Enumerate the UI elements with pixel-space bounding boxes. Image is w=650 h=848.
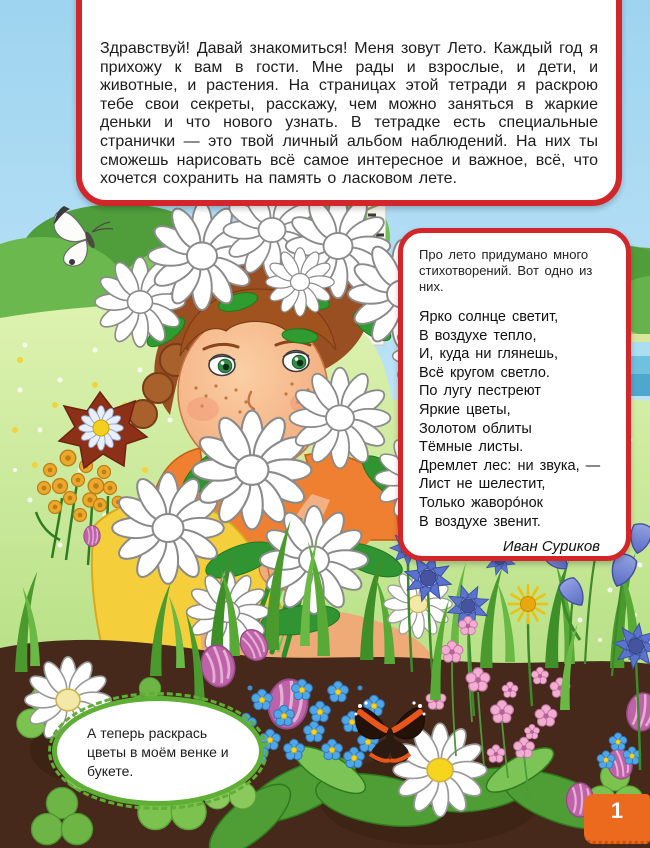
poem-intro: Про лето придумано много стихотворений. Вот одно из них. <box>419 247 593 294</box>
poem-author: Иван Суриков <box>502 538 600 556</box>
speech-bubble <box>52 696 264 806</box>
poem-line: Золотом облиты <box>419 420 532 437</box>
poem-line: В воздухе звенит. <box>419 513 541 530</box>
poem-line: Дремлет лес: ни звука, — <box>419 457 601 474</box>
greeting-box <box>76 0 622 206</box>
poem-box <box>398 228 631 561</box>
poem-line: Тёмные листы. <box>419 439 524 456</box>
poem-line: Лист не шелестит, <box>419 476 546 493</box>
page-number: 1 <box>610 798 624 823</box>
poem-line: Только жаворо́нок <box>419 494 543 511</box>
greeting-text: Здравствуй! Давай знакомиться! Меня зовут Лето. Каждый год я прихожу к вам в гости. Мне рады и взрослые, и дети, и животные, и растения. На страницах этой тетради я раскрою тебе свои секреты, расскажу, чем можно заняться в жаркие деньки и что нового узнать. В тетрадке есть специальные странички — это твой личный альбом наблюдений. На них ты сможешь нарисовать всё самое интересное и важное, всё, что хочется сохранить на память о ласковом лете. <box>100 40 598 188</box>
poem-line: Всё кругом светло. <box>419 364 550 381</box>
poem-line: Ярко солнце светит, <box>419 309 559 325</box>
speech-bubble-text: А теперь раскрась цветы в моём венке и букете. <box>87 724 229 779</box>
poem <box>419 308 614 531</box>
poem-line: По лугу пестреют <box>419 383 541 400</box>
poem-line: Яркие цветы, <box>419 401 511 418</box>
page-number-tab <box>584 794 650 844</box>
poem-line: В воздухе тепло, <box>419 327 537 344</box>
poem-line: И, куда ни глянешь, <box>419 346 559 363</box>
